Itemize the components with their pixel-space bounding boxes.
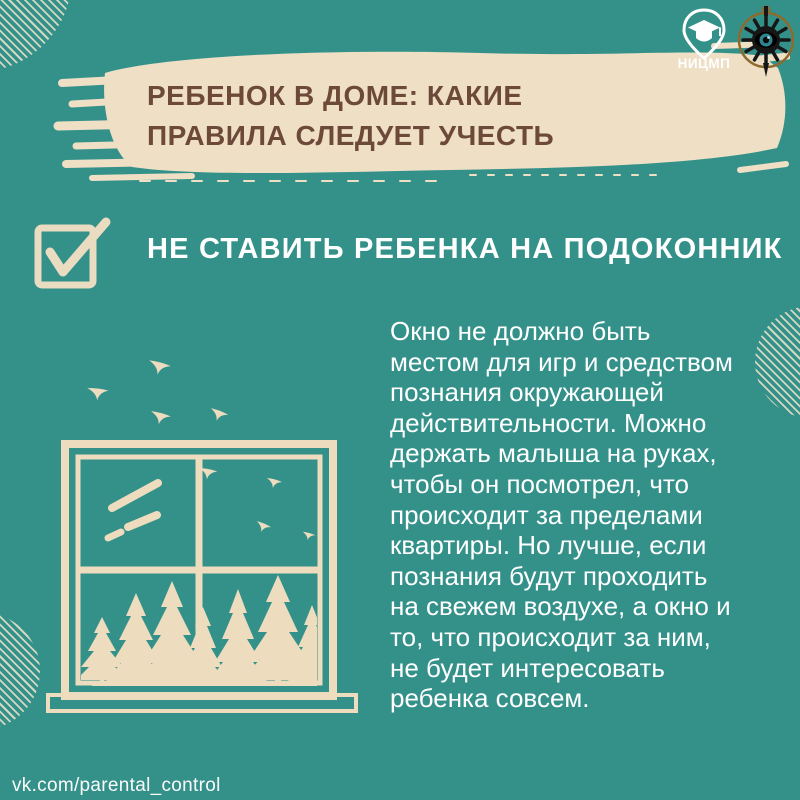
footer-link[interactable]: vk.com/parental_control xyxy=(12,775,221,796)
body-line: чтобы он посмотрел, что xyxy=(390,468,689,499)
bird-icon xyxy=(303,532,316,540)
body-line: квартиры. Но лучше, если xyxy=(390,530,707,561)
checkbox-checked-icon xyxy=(30,212,115,297)
body-line: происходит за пределами xyxy=(390,499,703,530)
body-line: ребенка совсем. xyxy=(390,683,590,714)
body-line: то, что происходит за ним, xyxy=(390,621,711,652)
eye-emblem-icon xyxy=(735,3,797,79)
rule-heading: НЕ СТАВИТЬ РЕБЕНКА НА ПОДОКОННИК xyxy=(147,233,783,265)
body-line: держать малыша на руках, xyxy=(390,438,717,469)
striped-circle-decoration-right xyxy=(755,306,800,418)
poster-title xyxy=(147,76,554,156)
bird-icon xyxy=(151,411,171,424)
striped-circle-decoration-bottom-left xyxy=(0,612,40,730)
location-pin-education-icon xyxy=(676,8,732,60)
body-text xyxy=(390,316,733,714)
body-line: познания окружающей xyxy=(390,377,664,408)
bird-icon xyxy=(255,521,272,533)
body-line: действительности. Можно xyxy=(390,407,707,438)
bird-icon xyxy=(87,385,109,402)
title-line-2: ПРАВИЛА СЛЕДУЕТ УЧЕСТЬ xyxy=(147,120,555,151)
bird-icon xyxy=(210,408,229,422)
body-line: на свежем воздухе, а окно и xyxy=(390,591,731,622)
body-line: местом для игр и средством xyxy=(390,346,733,377)
title-line-1: РЕБЕНОК В ДОМЕ: КАКИЕ xyxy=(147,80,523,111)
body-line: познания будут проходить xyxy=(390,560,708,591)
body-line: Окно не должно быть xyxy=(390,316,651,346)
nicmp-logo-label: НИЦМП xyxy=(677,56,731,71)
body-line: не будет интересовать xyxy=(390,652,665,683)
bird-icon xyxy=(149,360,171,374)
pine-forest-silhouette xyxy=(76,575,337,688)
glass-reflection xyxy=(108,483,158,538)
bird-icon xyxy=(267,478,282,488)
window-illustration xyxy=(40,355,370,720)
